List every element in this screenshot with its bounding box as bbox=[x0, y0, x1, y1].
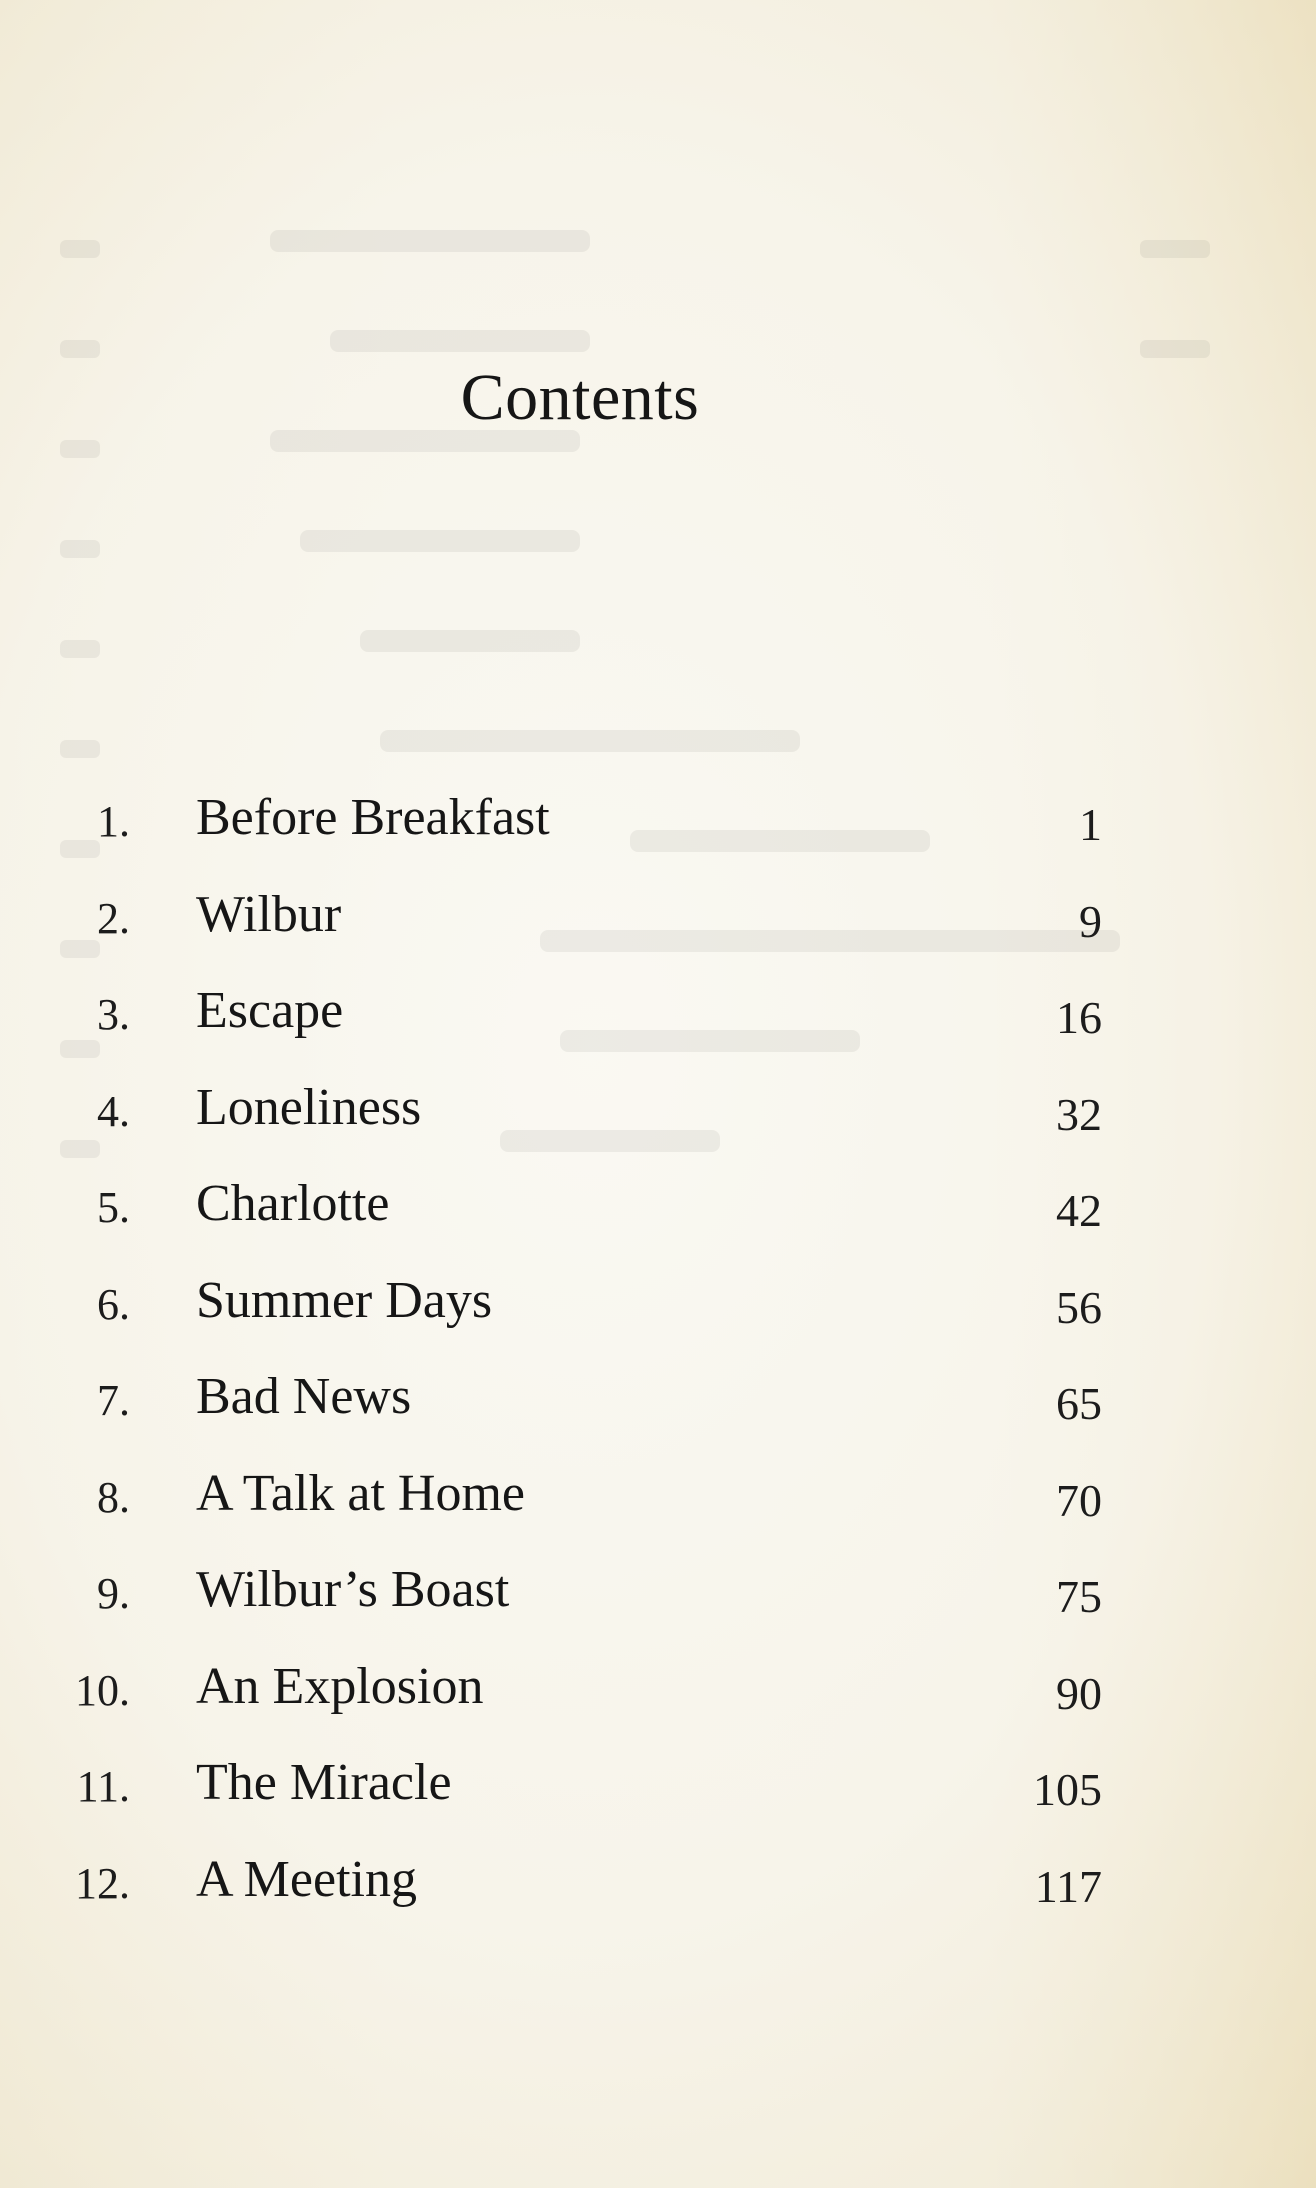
chapter-title: Loneliness bbox=[196, 1078, 422, 1136]
toc-entry bbox=[0, 1359, 1316, 1456]
page-title: Contents bbox=[460, 361, 700, 434]
page-number: 16 bbox=[1056, 992, 1102, 1043]
toc-entry bbox=[0, 1456, 1316, 1553]
toc-entry bbox=[0, 1552, 1316, 1649]
page-number: 117 bbox=[1034, 1860, 1102, 1912]
chapter-title: An Explosion bbox=[196, 1657, 484, 1715]
chapter-number: 5. bbox=[97, 1183, 130, 1232]
page-number: 65 bbox=[1056, 1378, 1102, 1429]
chapter-title: Bad News bbox=[196, 1368, 412, 1425]
chapter-title: Wilbur’s Boast bbox=[196, 1561, 510, 1618]
chapter-number: 12. bbox=[75, 1858, 130, 1908]
chapter-title: A Meeting bbox=[196, 1850, 417, 1908]
chapter-title: Escape bbox=[196, 982, 344, 1039]
page-number: 42 bbox=[1056, 1185, 1102, 1236]
toc-entry bbox=[0, 1842, 1316, 1939]
toc-entry bbox=[0, 1070, 1316, 1167]
chapter-title: A Talk at Home bbox=[196, 1464, 526, 1522]
chapter-number: 6. bbox=[97, 1279, 130, 1329]
toc-entry bbox=[0, 877, 1316, 974]
toc-entry bbox=[0, 780, 1316, 877]
chapter-number: 3. bbox=[97, 990, 130, 1039]
chapter-number: 4. bbox=[97, 1086, 130, 1136]
toc-entry bbox=[0, 1745, 1316, 1842]
chapter-number: 11. bbox=[76, 1762, 130, 1811]
chapter-number: 2. bbox=[97, 893, 130, 943]
chapter-title: Summer Days bbox=[196, 1271, 493, 1329]
chapter-title: Wilbur bbox=[196, 885, 342, 943]
chapter-number: 7. bbox=[97, 1376, 130, 1425]
page-number: 56 bbox=[1056, 1281, 1102, 1333]
table-of-contents bbox=[0, 780, 1316, 1938]
toc-entry bbox=[0, 973, 1316, 1070]
chapter-title: The Miracle bbox=[196, 1754, 452, 1811]
chapter-number: 9. bbox=[97, 1569, 130, 1618]
chapter-title: Before Breakfast bbox=[196, 789, 550, 846]
chapter-number: 10. bbox=[75, 1665, 130, 1715]
toc-entry bbox=[0, 1263, 1316, 1360]
chapter-number: 1. bbox=[97, 797, 130, 846]
page-number: 75 bbox=[1056, 1571, 1102, 1622]
page-number: 1 bbox=[1079, 799, 1102, 850]
page-number: 105 bbox=[1033, 1764, 1102, 1815]
chapter-title: Charlotte bbox=[196, 1175, 390, 1232]
page-number: 32 bbox=[1056, 1088, 1102, 1140]
page-number: 70 bbox=[1056, 1474, 1102, 1526]
toc-entry bbox=[0, 1649, 1316, 1746]
page-number: 90 bbox=[1056, 1667, 1102, 1719]
toc-entry bbox=[0, 1166, 1316, 1263]
chapter-number: 8. bbox=[97, 1472, 130, 1522]
page-number: 9 bbox=[1079, 895, 1102, 947]
